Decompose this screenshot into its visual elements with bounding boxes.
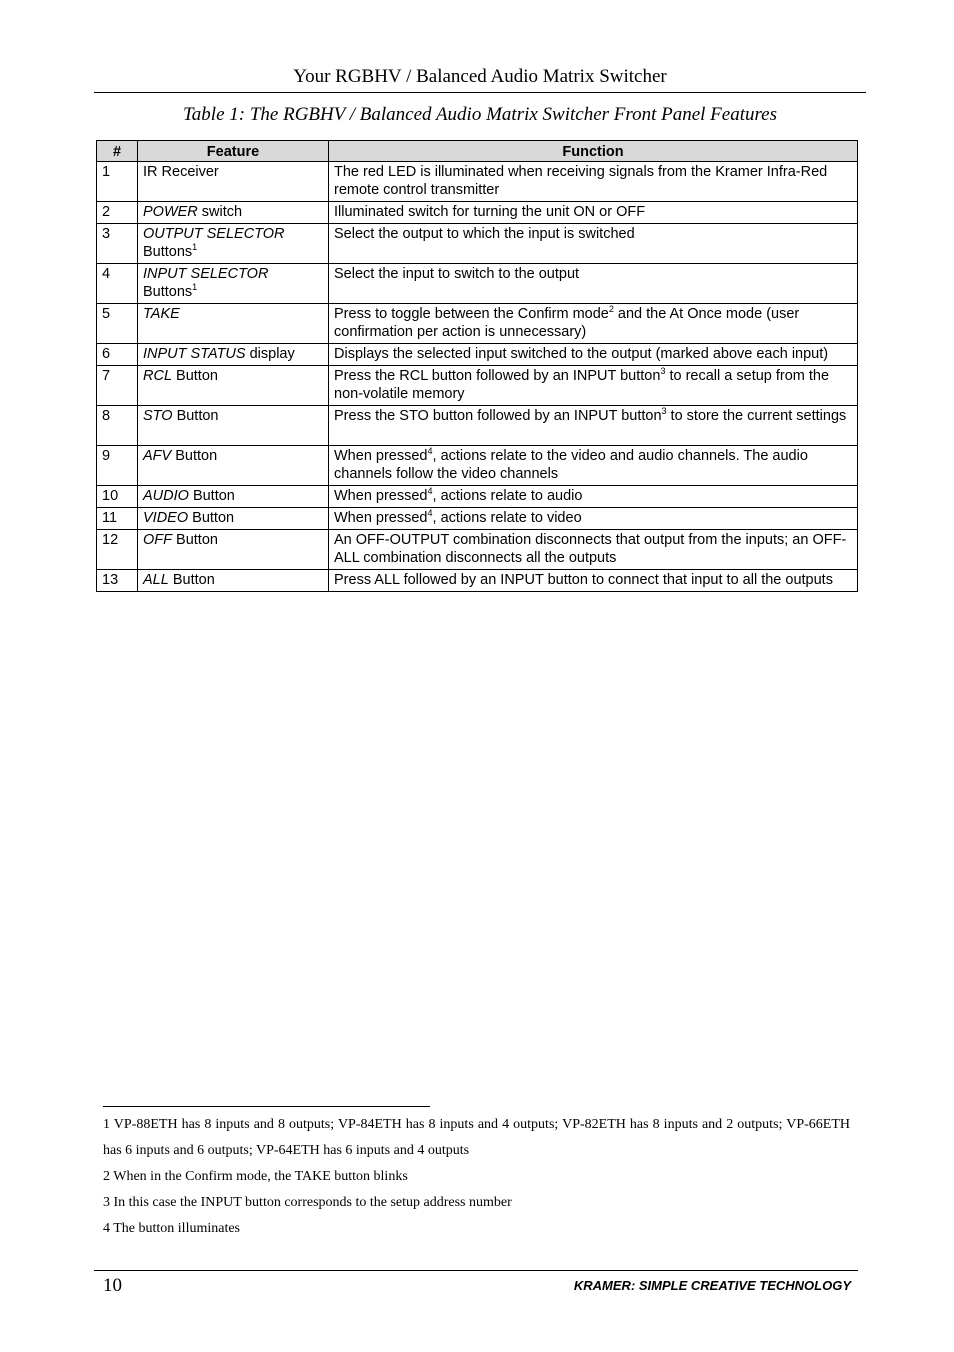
feature-name: TAKE <box>143 306 180 322</box>
row-feature <box>138 304 329 344</box>
row-number: 7 <box>97 366 138 406</box>
row-number: 5 <box>97 304 138 344</box>
row-function <box>329 570 858 592</box>
row-number: 12 <box>97 530 138 570</box>
function-text: Press ALL followed by an INPUT button to connect that input to all the outputs <box>334 572 833 588</box>
function-text: Press the RCL button followed by an INPUT button <box>334 368 661 384</box>
row-feature <box>138 406 329 446</box>
feature-suffix: IR Receiver <box>143 164 219 180</box>
function-text: Displays the selected input switched to the output (marked above each input) <box>334 346 829 362</box>
table-row <box>97 304 858 344</box>
table-row <box>97 486 858 508</box>
table-body <box>97 162 858 592</box>
row-function <box>329 446 858 486</box>
feature-name: ALL <box>143 572 169 588</box>
feature-suffix: Buttons <box>143 244 193 260</box>
table-row <box>97 344 858 366</box>
footnote-4: 4 The button illuminates <box>103 1221 241 1236</box>
function-text-cont: , actions relate to audio <box>432 488 583 504</box>
table-row <box>97 406 858 446</box>
function-text: Illuminated switch for turning the unit ON or OFF <box>334 204 646 220</box>
table-row <box>97 530 858 570</box>
feature-suffix: Button <box>188 510 235 526</box>
function-text: When pressed <box>334 510 428 526</box>
header-rule <box>94 92 866 93</box>
feature-name: INPUT STATUS <box>143 346 246 362</box>
row-feature <box>138 486 329 508</box>
function-text: Press to toggle between the Confirm mode <box>334 306 609 322</box>
row-feature <box>138 344 329 366</box>
feature-suffix: Buttons <box>143 284 193 300</box>
row-function <box>329 344 858 366</box>
footnote-ref: 2 <box>608 304 614 314</box>
table-row <box>97 162 858 202</box>
footnote-ref: 4 <box>427 446 433 456</box>
row-number: 8 <box>97 406 138 446</box>
table-row <box>97 508 858 530</box>
feature-name: STO <box>143 408 173 424</box>
column-header-feature: Feature <box>138 141 329 162</box>
footnote-ref: 3 <box>660 366 666 376</box>
footer-rule <box>94 1270 858 1271</box>
function-text-cont: to recall a setup from the non-volatile memory <box>334 368 830 402</box>
footer-brand: KRAMER: SIMPLE CREATIVE TECHNOLOGY <box>573 1278 851 1293</box>
footnotes <box>103 1112 850 1242</box>
row-number: 6 <box>97 344 138 366</box>
page-number: 10 <box>103 1275 122 1296</box>
table-row <box>97 264 858 304</box>
footnote-2: 2 When in the Confirm mode, the TAKE button blinks <box>103 1169 408 1184</box>
feature-name: AUDIO <box>143 488 189 504</box>
row-feature <box>138 446 329 486</box>
feature-name: RCL <box>143 368 173 384</box>
row-feature <box>138 162 329 202</box>
feature-name: OFF <box>143 532 172 548</box>
function-text: Press the STO button followed by an INPUT button <box>334 408 662 424</box>
footnote-ref: 4 <box>427 486 433 496</box>
feature-name: POWER <box>143 204 198 220</box>
row-feature <box>138 202 329 224</box>
table-row <box>97 202 858 224</box>
row-function <box>329 224 858 264</box>
row-feature <box>138 264 329 304</box>
row-function <box>329 162 858 202</box>
footnote-ref: 1 <box>192 282 198 292</box>
footnote-1: 1 VP-88ETH has 8 inputs and 8 outputs; VP-84ETH has 8 inputs and 4 outputs; VP-82ETH has 8 inputs and 2 outputs; VP-66ETH has 6 inputs and 6 outputs; VP-64ETH has 6 inputs and 4 outputs <box>103 1117 850 1158</box>
row-feature <box>138 530 329 570</box>
row-number: 10 <box>97 486 138 508</box>
row-number: 2 <box>97 202 138 224</box>
row-number: 1 <box>97 162 138 202</box>
footnote-rule <box>103 1106 430 1107</box>
feature-suffix: Button <box>172 408 219 424</box>
function-text: An OFF-OUTPUT combination disconnects that output from the inputs; an OFF-ALL combination disconnects all the outputs <box>334 532 847 566</box>
function-text: The red LED is illuminated when receiving signals from the Kramer Infra-Red remote control transmitter <box>334 164 828 198</box>
table-row <box>97 366 858 406</box>
function-text: When pressed <box>334 488 428 504</box>
function-text-cont: and the At Once mode (user confirmation per action is unnecessary) <box>334 306 800 340</box>
feature-suffix: switch <box>197 204 243 220</box>
running-header: Your RGBHV / Balanced Audio Matrix Switcher <box>293 66 667 87</box>
row-feature <box>138 366 329 406</box>
function-text-cont: , actions relate to the video and audio channels. The audio channels follow the video channels <box>334 448 808 482</box>
row-function <box>329 304 858 344</box>
row-function <box>329 264 858 304</box>
row-function <box>329 366 858 406</box>
footnote-ref: 4 <box>427 508 433 518</box>
table-row <box>97 446 858 486</box>
feature-suffix: Button <box>168 572 215 588</box>
row-feature <box>138 570 329 592</box>
row-number: 3 <box>97 224 138 264</box>
features-table <box>96 140 858 592</box>
table-row <box>97 570 858 592</box>
function-text: Select the output to which the input is switched <box>334 226 635 242</box>
row-function <box>329 486 858 508</box>
column-header-number: # <box>97 141 138 162</box>
feature-suffix: Button <box>171 448 218 464</box>
function-text: When pressed <box>334 448 428 464</box>
footnote-ref: 1 <box>192 242 198 252</box>
table-header-row <box>97 141 858 162</box>
feature-suffix: Button <box>172 368 218 384</box>
function-text: Select the input to switch to the output <box>334 266 580 282</box>
feature-name: OUTPUT SELECTOR <box>143 226 285 242</box>
feature-name: VIDEO <box>143 510 189 526</box>
row-function <box>329 530 858 570</box>
footnote-3: 3 In this case the INPUT button corresponds to the setup address number <box>103 1195 512 1210</box>
footnote-ref: 3 <box>661 406 667 416</box>
row-feature <box>138 508 329 530</box>
row-function <box>329 202 858 224</box>
row-number: 13 <box>97 570 138 592</box>
row-function <box>329 508 858 530</box>
function-text-cont: , actions relate to video <box>432 510 582 526</box>
feature-suffix: Button <box>172 532 218 548</box>
function-text-cont: to store the current settings <box>666 408 847 424</box>
row-feature <box>138 224 329 264</box>
row-number: 9 <box>97 446 138 486</box>
row-number: 4 <box>97 264 138 304</box>
feature-suffix: display <box>245 346 295 362</box>
table-row <box>97 224 858 264</box>
feature-name: INPUT SELECTOR <box>143 266 269 282</box>
row-function <box>329 406 858 446</box>
row-number: 11 <box>97 508 138 530</box>
column-header-function: Function <box>329 141 858 162</box>
table-caption: Table 1: The RGBHV / Balanced Audio Matrix Switcher Front Panel Features <box>182 104 778 125</box>
feature-suffix: Button <box>188 488 235 504</box>
feature-name: AFV <box>143 448 172 464</box>
